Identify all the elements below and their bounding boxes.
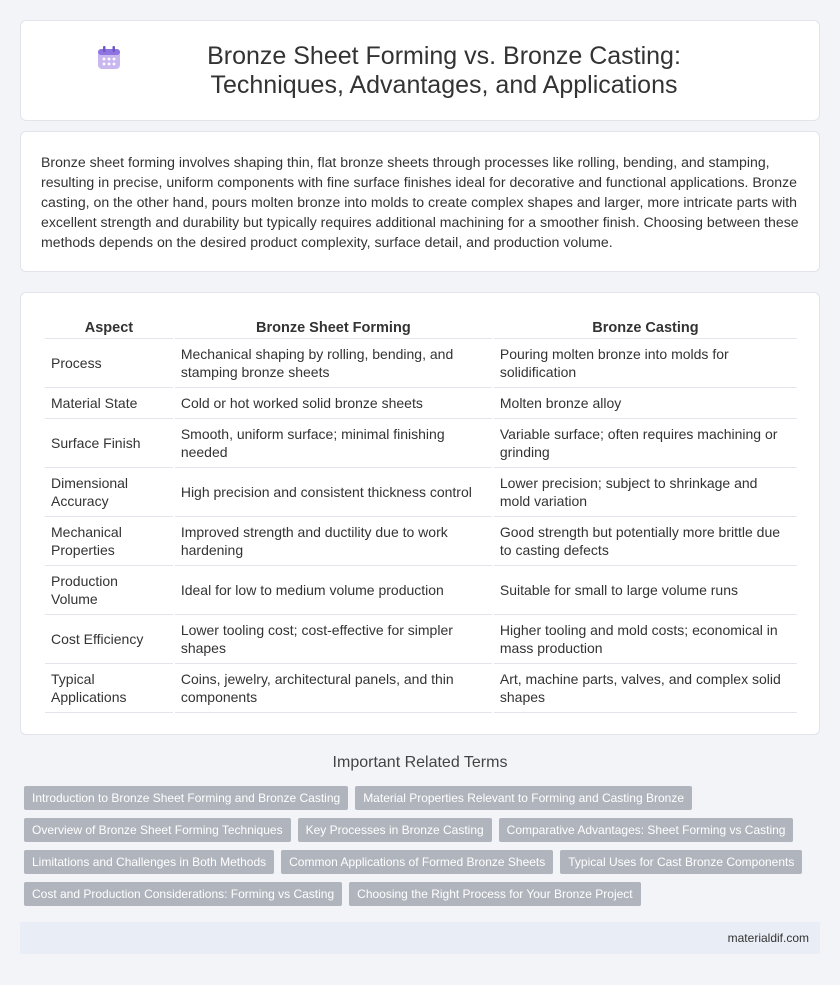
row-casting: Molten bronze alloy (494, 388, 797, 419)
intro-paragraph: Bronze sheet forming involves shaping thin, flat bronze sheets through processes like rolling, bending, and stamping, resulting in precise, uniform components with fine surface finishes ideal for decorative and functional applications. Bronze casting, on the other hand, pours molten bronze into molds to create complex shapes and larger, more intricate parts with excellent strength and durability but typically requires additional machining for a smoother finish. Choosing between these methods depends on the desired product complexity, surface detail, and production volume. (41, 154, 799, 250)
table-row (45, 664, 797, 713)
table-row (45, 388, 797, 419)
related-term-tag[interactable]: Choosing the Right Process for Your Bronze Project (349, 882, 640, 906)
table-row (45, 517, 797, 566)
row-sheet-forming: Ideal for low to medium volume production (175, 566, 492, 615)
comparison-table (43, 311, 799, 713)
tag-row (24, 850, 824, 874)
row-aspect: Surface Finish (45, 419, 173, 468)
table-row (45, 566, 797, 615)
table-header-row (45, 311, 797, 339)
row-sheet-forming: Lower tooling cost; cost-effective for simpler shapes (175, 615, 492, 664)
footer-site-link[interactable]: materialdif.com (727, 931, 809, 945)
row-aspect: Typical Applications (45, 664, 173, 713)
row-casting: Lower precision; subject to shrinkage and mold variation (494, 468, 797, 517)
table-row (45, 419, 797, 468)
row-casting: Good strength but potentially more brittle due to casting defects (494, 517, 797, 566)
header-sheet-forming: Bronze Sheet Forming (175, 311, 492, 339)
row-sheet-forming: Smooth, uniform surface; minimal finishing needed (175, 419, 492, 468)
row-aspect: Process (45, 339, 173, 388)
row-casting: Suitable for small to large volume runs (494, 566, 797, 615)
row-sheet-forming: Cold or hot worked solid bronze sheets (175, 388, 492, 419)
related-term-tag[interactable]: Cost and Production Considerations: Forming vs Casting (24, 882, 342, 906)
related-term-tag[interactable]: Common Applications of Formed Bronze Sheets (281, 850, 553, 874)
row-casting: Higher tooling and mold costs; economical in mass production (494, 615, 797, 664)
header-casting: Bronze Casting (494, 311, 797, 339)
related-term-tag[interactable]: Key Processes in Bronze Casting (298, 818, 492, 842)
related-term-tag[interactable]: Introduction to Bronze Sheet Forming and Bronze Casting (24, 786, 348, 810)
header-card (20, 20, 820, 121)
row-aspect: Material State (45, 388, 173, 419)
table-row (45, 339, 797, 388)
row-sheet-forming: High precision and consistent thickness control (175, 468, 492, 517)
footer (20, 922, 820, 954)
row-aspect: Cost Efficiency (45, 615, 173, 664)
calendar-icon (96, 45, 122, 71)
row-aspect: Mechanical Properties (45, 517, 173, 566)
tag-row (24, 818, 824, 842)
row-sheet-forming: Improved strength and ductility due to work hardening (175, 517, 492, 566)
related-terms-tags (24, 786, 824, 914)
related-term-tag[interactable]: Material Properties Relevant to Forming and Casting Bronze (355, 786, 692, 810)
row-casting: Variable surface; often requires machining or grinding (494, 419, 797, 468)
comparison-table-card (20, 292, 820, 735)
header-aspect: Aspect (45, 311, 173, 339)
row-aspect: Production Volume (45, 566, 173, 615)
row-sheet-forming: Coins, jewelry, architectural panels, and thin components (175, 664, 492, 713)
related-term-tag[interactable]: Typical Uses for Cast Bronze Components (560, 850, 802, 874)
related-terms-title: Important Related Terms (332, 754, 508, 771)
table-row (45, 615, 797, 664)
row-aspect: Dimensional Accuracy (45, 468, 173, 517)
table-row (45, 468, 797, 517)
related-term-tag[interactable]: Comparative Advantages: Sheet Forming vs Casting (499, 818, 794, 842)
tag-row (24, 882, 824, 906)
page-title: Bronze Sheet Forming vs. Bronze Casting: Techniques, Advantages, and Applications (207, 41, 681, 99)
related-term-tag[interactable]: Limitations and Challenges in Both Methods (24, 850, 274, 874)
row-casting: Art, machine parts, valves, and complex solid shapes (494, 664, 797, 713)
intro-card (20, 131, 820, 272)
related-term-tag[interactable]: Overview of Bronze Sheet Forming Techniques (24, 818, 291, 842)
row-casting: Pouring molten bronze into molds for solidification (494, 339, 797, 388)
row-sheet-forming: Mechanical shaping by rolling, bending, and stamping bronze sheets (175, 339, 492, 388)
tag-row (24, 786, 824, 810)
